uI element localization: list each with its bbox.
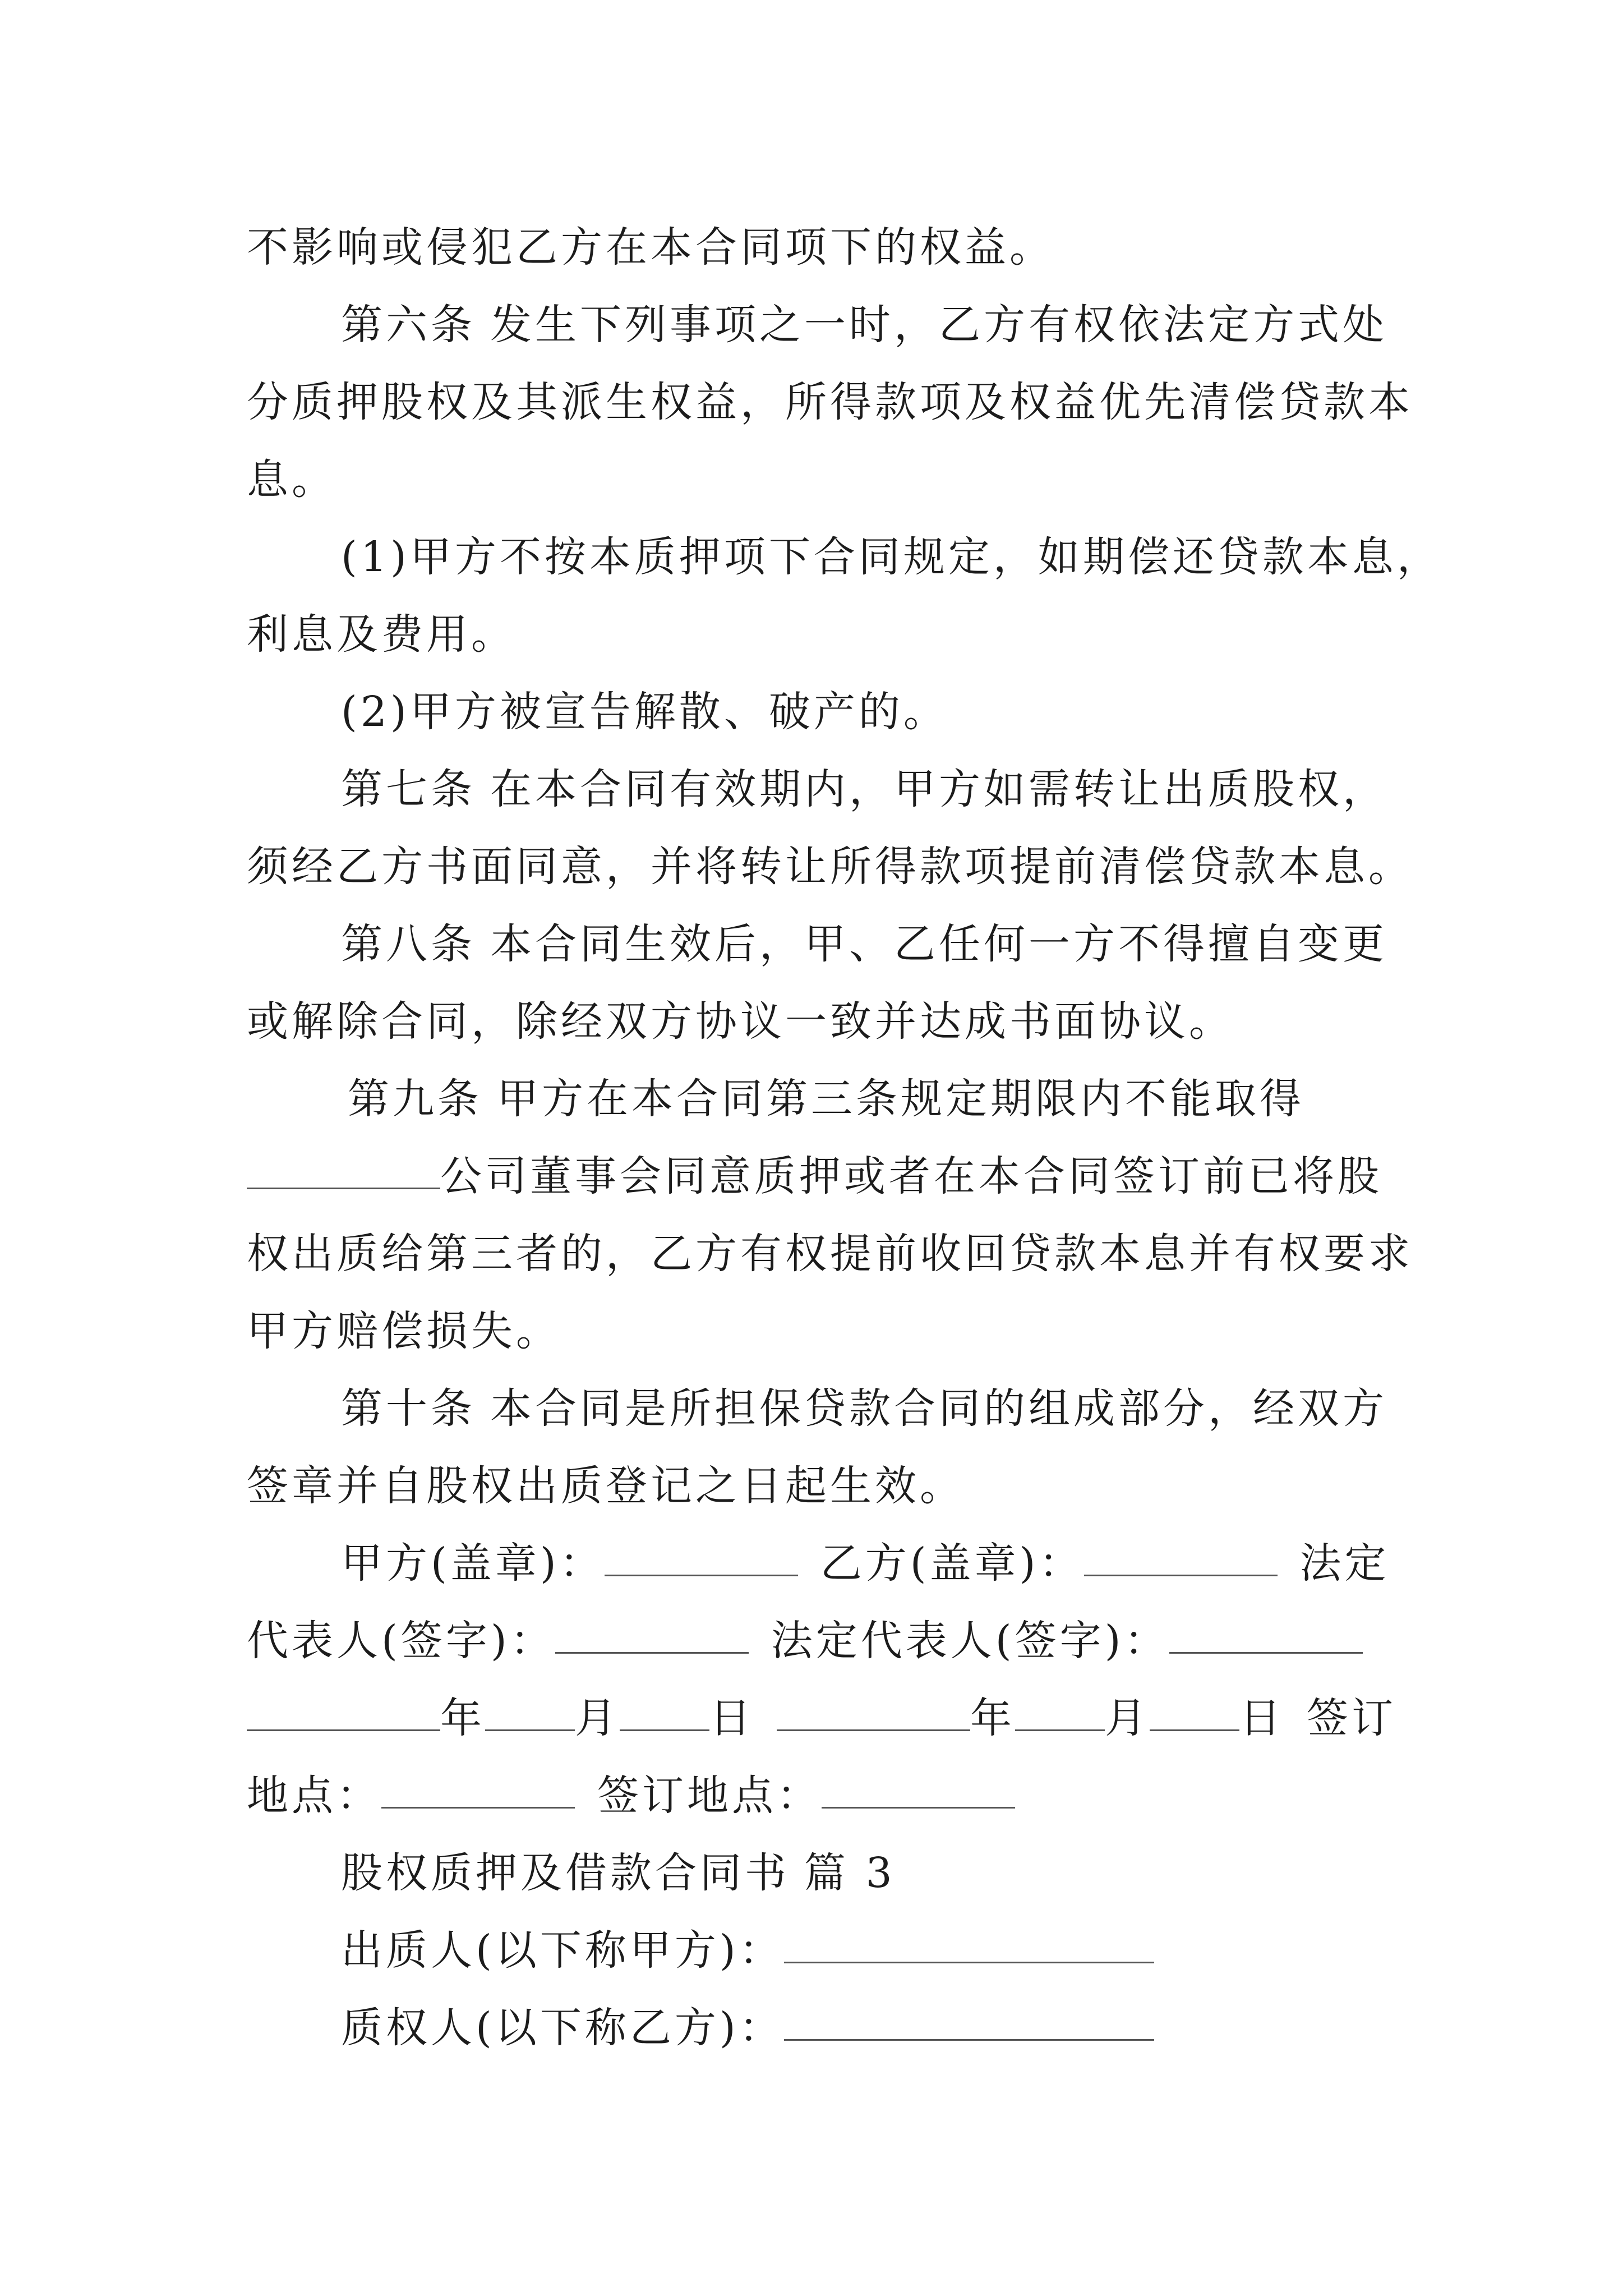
pledgor-line xyxy=(247,1912,1385,1989)
section-title xyxy=(247,1834,1385,1912)
blank-field xyxy=(381,1807,575,1809)
text: 息。 xyxy=(247,455,336,504)
date-line xyxy=(247,1680,1396,1757)
month-label: 月 xyxy=(575,1694,620,1742)
text: 权出质给第三者的，乙方有权提前收回贷款本息并有权要求 xyxy=(247,1230,1413,1278)
party-a-seal-label: 甲方(盖章)： xyxy=(341,1539,605,1588)
text: 利息及费用。 xyxy=(247,610,516,659)
text: 甲方在本合同第三条规定期限内不能取得 xyxy=(497,1075,1304,1123)
text: 发生下列事项之一时，乙方有权依法定方式处 xyxy=(490,301,1387,349)
item-1-line xyxy=(247,518,1442,596)
party-b-seal-label: 乙方(盖章)： xyxy=(820,1539,1084,1588)
article-heading: 第八条 xyxy=(341,920,476,968)
article-heading: 第七条 xyxy=(341,765,476,813)
blank-field xyxy=(1169,1652,1363,1654)
pledgee-line xyxy=(247,1989,1385,2067)
signature-line xyxy=(247,1602,1385,1680)
pledgee-label: 质权人(以下称乙方)： xyxy=(341,2004,784,2052)
text: 签章并自股权出质登记之日起生效。 xyxy=(247,1462,965,1510)
blank-field xyxy=(784,2039,1154,2041)
document-body xyxy=(247,209,1442,2067)
month-label: 月 xyxy=(1105,1694,1150,1742)
article-heading: 第六条 xyxy=(341,301,476,349)
year-label: 年 xyxy=(970,1694,1015,1742)
article-7-line xyxy=(247,751,1385,828)
day-label: 日 xyxy=(1239,1694,1284,1742)
article-7-line xyxy=(247,828,1413,905)
paragraph-line xyxy=(247,209,1385,286)
day-label: 日 xyxy=(709,1694,754,1742)
article-heading: 第九条 xyxy=(348,1075,482,1123)
text: 本合同生效后，甲、乙任何一方不得擅自变更 xyxy=(490,920,1387,968)
article-9-line xyxy=(247,1060,1385,1138)
blank-field xyxy=(620,1729,709,1731)
article-10-line xyxy=(247,1370,1385,1447)
text: 本合同是所担保贷款合同的组成部分，经双方 xyxy=(490,1384,1387,1433)
article-8-line xyxy=(247,905,1385,983)
item-1-line xyxy=(247,596,1385,673)
text: (1)甲方不按本质押项下合同规定，如期偿还贷款本息， xyxy=(341,533,1442,581)
text: 签订 xyxy=(1307,1694,1396,1742)
text: 甲方赔偿损失。 xyxy=(247,1307,561,1355)
article-6-line xyxy=(247,286,1385,364)
place-b-label: 签订地点： xyxy=(597,1772,822,1820)
text: 不影响或侵犯乙方在本合同项下的权益。 xyxy=(247,223,1054,272)
blank-field xyxy=(247,1188,440,1189)
article-8-line xyxy=(247,983,1385,1060)
blank-field xyxy=(1015,1729,1105,1731)
signature-line xyxy=(247,1525,1390,1602)
section-label: 篇 3 xyxy=(804,1849,896,1897)
article-9-line xyxy=(247,1138,1385,1215)
place-a-label: 地点： xyxy=(247,1772,381,1820)
legal-rep-b-label: 法定代表人(签字)： xyxy=(771,1617,1169,1665)
blank-field xyxy=(605,1575,798,1576)
legal-rep-a-label: 代表人(签字)： xyxy=(247,1617,555,1665)
article-6-line xyxy=(247,441,1385,518)
text: 须经乙方书面同意，并将转让所得款项提前清偿贷款本息。 xyxy=(247,843,1413,891)
item-2-line xyxy=(247,673,1385,751)
text: 分质押股权及其派生权益，所得款项及权益优先清偿贷款本 xyxy=(247,378,1413,426)
blank-field xyxy=(555,1652,749,1654)
article-heading: 第十条 xyxy=(341,1384,476,1433)
text: 在本合同有效期内，甲方如需转让出质股权， xyxy=(490,765,1387,813)
section-title-text: 股权质押及借款合同书 xyxy=(341,1849,790,1897)
text: (2)甲方被宣告解散、破产的。 xyxy=(341,688,948,736)
year-label: 年 xyxy=(440,1694,485,1742)
place-line xyxy=(247,1757,1385,1834)
pledgor-label: 出质人(以下称甲方)： xyxy=(341,1926,784,1975)
blank-field xyxy=(485,1729,575,1731)
article-10-line xyxy=(247,1447,1385,1525)
blank-field xyxy=(1150,1729,1239,1731)
article-6-line xyxy=(247,364,1413,441)
blank-field xyxy=(822,1807,1015,1809)
blank-field xyxy=(1084,1575,1278,1576)
text: 公司董事会同意质押或者在本合同签订前已将股 xyxy=(440,1152,1382,1200)
blank-field xyxy=(777,1729,970,1731)
text: 法定 xyxy=(1299,1539,1390,1588)
article-9-line xyxy=(247,1215,1413,1292)
text: 或解除合同，除经双方协议一致并达成书面协议。 xyxy=(247,997,1234,1046)
blank-field xyxy=(247,1729,440,1731)
article-9-line xyxy=(247,1292,1385,1370)
blank-field xyxy=(784,1962,1154,1963)
